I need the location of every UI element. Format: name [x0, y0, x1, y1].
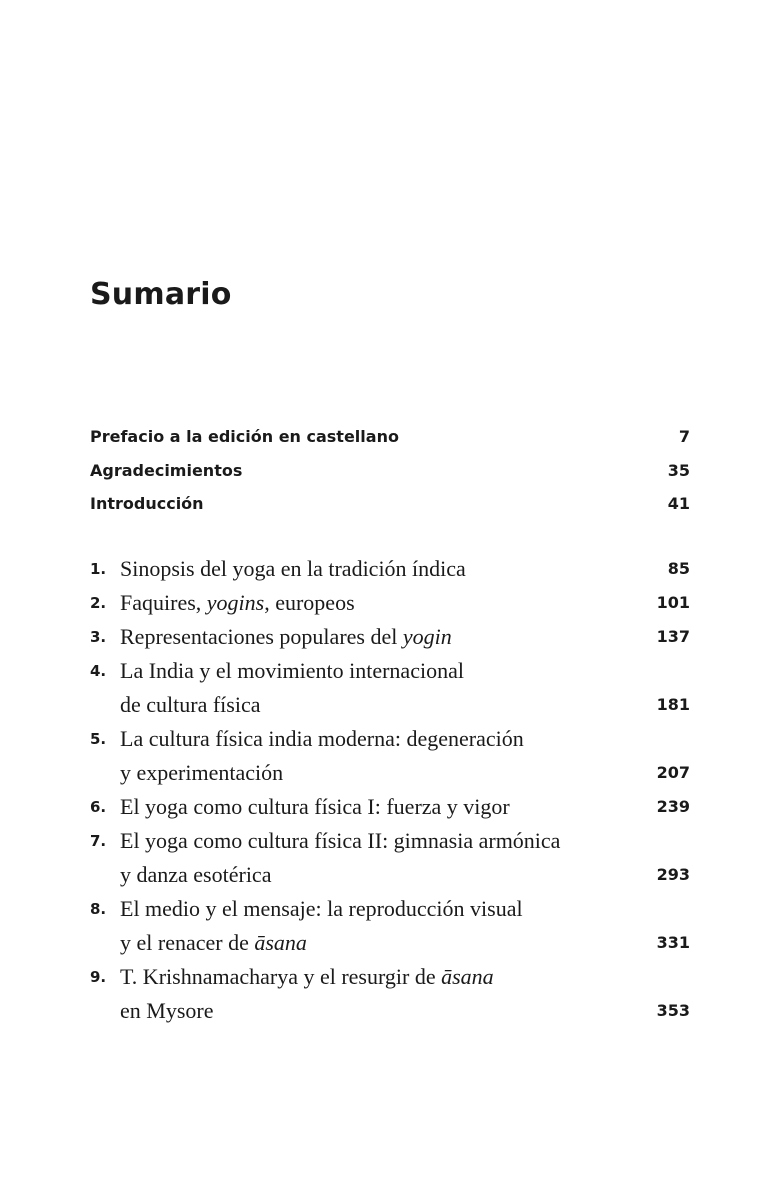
toc-entry-page: 7: [678, 427, 690, 446]
chapter-title-line: El yoga como cultura física II: gimnasia armónica: [120, 828, 561, 853]
chapter-page: 85: [667, 559, 690, 578]
toc-chapter-1[interactable]: [90, 552, 690, 586]
chapter-title: [120, 824, 610, 892]
chapter-page: 181: [656, 695, 690, 714]
chapter-number: 4.: [90, 662, 107, 680]
chapter-title-text: Faquires,: [120, 590, 207, 615]
chapter-title-line: La cultura física india moderna: degeneración: [120, 726, 524, 751]
chapter-page: 331: [656, 933, 690, 952]
chapter-page: 293: [656, 865, 690, 884]
toc-entry-label: Introducción: [90, 494, 204, 513]
chapter-number: 1.: [90, 560, 107, 578]
chapter-number: 8.: [90, 900, 107, 918]
front-matter-list: [90, 420, 690, 521]
chapter-number: 3.: [90, 628, 107, 646]
chapter-page: 207: [656, 763, 690, 782]
chapter-title-line: de cultura física: [120, 692, 261, 717]
page-title: Sumario: [90, 277, 232, 312]
toc-entry-page: 41: [667, 494, 690, 513]
chapter-title-line: y danza esotérica: [120, 862, 272, 887]
chapter-page: 353: [656, 1001, 690, 1020]
toc-entry-introduccion[interactable]: [90, 487, 690, 521]
toc-entry-agradecimientos[interactable]: [90, 454, 690, 488]
chapter-title-text: y el renacer de: [120, 930, 255, 955]
chapter-title: [120, 620, 610, 654]
chapter-title-line: [120, 960, 610, 994]
toc-chapter-5[interactable]: [90, 722, 690, 790]
chapter-title: [120, 960, 610, 1028]
chapter-page: 137: [656, 627, 690, 646]
toc-chapter-6[interactable]: [90, 790, 690, 824]
chapter-title-italic: yogins: [206, 590, 265, 615]
chapter-title: [120, 654, 610, 722]
chapter-title-line: [120, 620, 610, 654]
toc-chapter-3[interactable]: [90, 620, 690, 654]
chapter-page: 101: [656, 593, 690, 612]
chapter-title-line: en Mysore: [120, 998, 214, 1023]
chapter-number: 5.: [90, 730, 107, 748]
chapter-title-text: Representaciones populares del: [120, 624, 403, 649]
chapter-number: 2.: [90, 594, 107, 612]
chapter-title-line: [120, 926, 610, 960]
chapter-title-italic: āsana: [254, 930, 307, 955]
chapter-title: [120, 790, 610, 824]
chapter-number: 6.: [90, 798, 107, 816]
chapter-title: [120, 722, 610, 790]
chapter-number: 9.: [90, 968, 107, 986]
chapter-title-line: El yoga como cultura física I: fuerza y vigor: [120, 794, 510, 819]
chapter-title-line: Sinopsis del yoga en la tradición índica: [120, 556, 466, 581]
toc-entry-label: Agradecimientos: [90, 460, 243, 480]
chapter-list: [90, 552, 690, 1028]
toc-chapter-8[interactable]: [90, 892, 690, 960]
toc-entry-page: 35: [667, 460, 690, 480]
chapter-title-line: El medio y el mensaje: la reproducción visual: [120, 896, 523, 921]
toc-chapter-2[interactable]: [90, 586, 690, 620]
chapter-title-italic: yogin: [402, 624, 452, 649]
chapter-title-italic: āsana: [441, 964, 494, 989]
chapter-title: [120, 586, 610, 620]
toc-chapter-4[interactable]: [90, 654, 690, 722]
chapter-title: [120, 552, 610, 586]
toc-entry-label: Prefacio a la edición en castellano: [90, 427, 399, 446]
chapter-number: 7.: [90, 832, 107, 850]
chapter-title-text: , europeos: [264, 590, 355, 615]
chapter-title-line: y experimentación: [120, 760, 284, 785]
chapter-title-text: T. Krishnamacharya y el resurgir de: [120, 964, 442, 989]
toc-chapter-7[interactable]: [90, 824, 690, 892]
chapter-page: 239: [656, 797, 690, 816]
toc-chapter-9[interactable]: [90, 960, 690, 1028]
chapter-title: [120, 892, 610, 960]
chapter-title-line: [120, 586, 610, 620]
toc-entry-prefacio[interactable]: [90, 420, 690, 454]
chapter-title-line: La India y el movimiento internacional: [120, 658, 464, 683]
